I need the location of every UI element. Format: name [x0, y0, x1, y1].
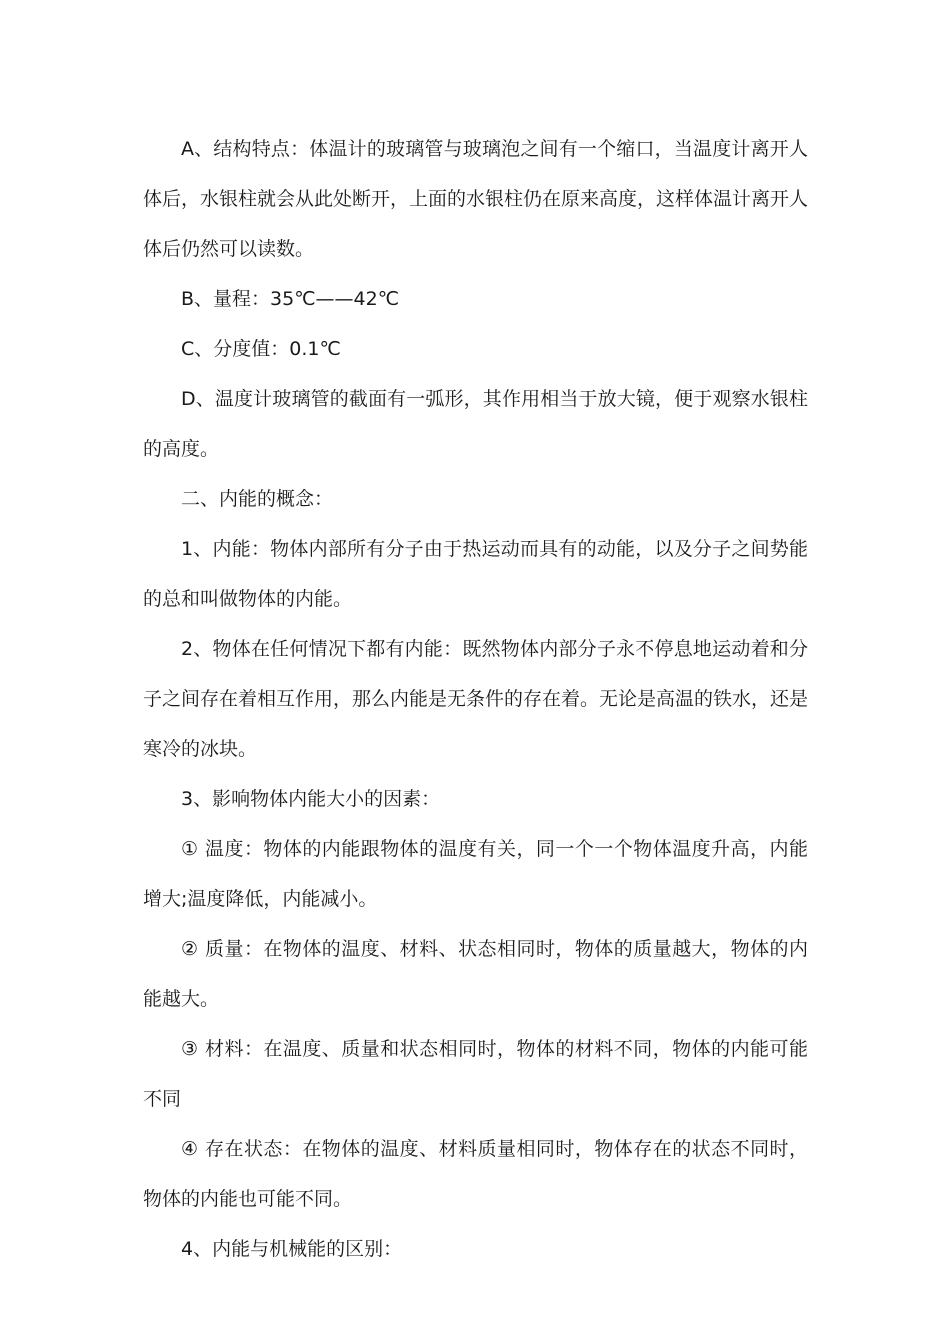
- paragraph-division-value: C、分度值：0.1℃: [181, 338, 341, 360]
- paragraph-factor-material: ③ 材料：在温度、质量和状态相同时，物体的材料不同，物体的内能可能不同: [143, 1038, 808, 1110]
- section-heading-internal-energy: 二、内能的概念：: [181, 488, 334, 510]
- paragraph-factor-temperature: ① 温度：物体的内能跟物体的温度有关，同一个一个物体温度升高，内能增大;温度降低，内能减小。: [143, 838, 808, 910]
- paragraph-range: B、量程：35℃——42℃: [181, 288, 400, 310]
- paragraph-thermometer-structure: A、结构特点：体温计的玻璃管与玻璃泡之间有一个缩口，当温度计离开人体后，水银柱就会从此处断开，上面的水银柱仍在原来高度，这样体温计离开人体后仍然可以读数。: [143, 138, 809, 260]
- paragraph-factor-state: ④ 存在状态：在物体的温度、材料质量相同时，物体存在的状态不同时，物体的内能也可能不同。: [143, 1138, 808, 1210]
- paragraph-tube-cross-section: D、温度计玻璃管的截面有一弧形，其作用相当于放大镜，便于观察水银柱的高度。: [143, 388, 808, 460]
- paragraph-internal-energy-definition: 1、内能：物体内部所有分子由于热运动而具有的动能，以及分子之间势能的总和叫做物体的内能。: [143, 538, 808, 610]
- document-body: [143, 124, 808, 1274]
- paragraph-factor-mass: ② 质量：在物体的温度、材料、状态相同时，物体的质量越大，物体的内能越大。: [143, 938, 808, 1010]
- paragraph-always-has-internal-energy: 2、物体在任何情况下都有内能：既然物体内部分子永不停息地运动着和分子之间存在着相互作用，那么内能是无条件的存在着。无论是高温的铁水，还是寒冷的冰块。: [143, 638, 809, 760]
- paragraph-factors-heading: 3、影响物体内能大小的因素：: [181, 788, 441, 810]
- paragraph-difference-heading: 4、内能与机械能的区别：: [181, 1238, 403, 1260]
